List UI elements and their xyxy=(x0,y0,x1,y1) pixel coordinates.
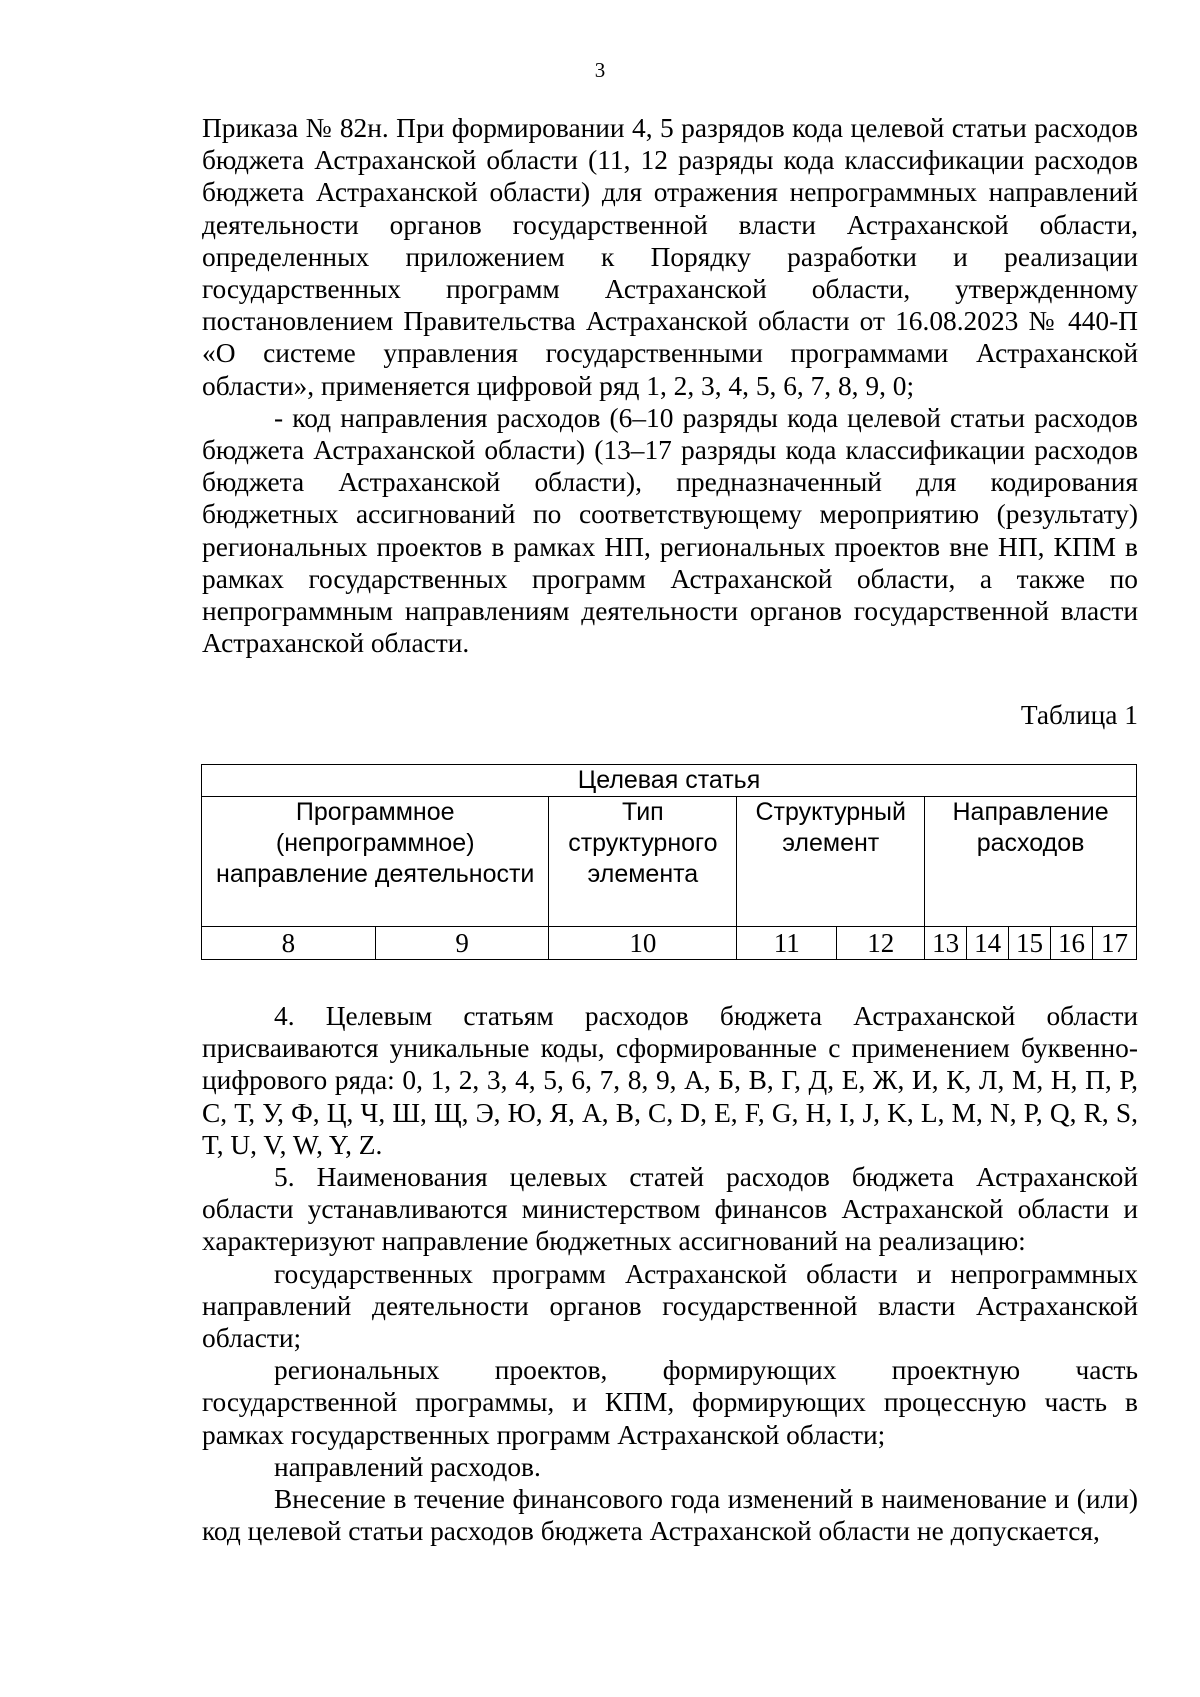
paragraph-regional-projects: региональных проектов, формирующих проектную часть государственной программы, и КПМ, формирующих процессную часть в рамках государственных программ Астраханской области; xyxy=(202,1355,1138,1450)
digit-cell: 10 xyxy=(549,927,737,960)
paragraph-4-unique-codes: 4. Целевым статьям расходов бюджета Астраханской области присваиваются уникальные коды, сформированные с применением буквенно-цифрового ряда: 0, 1, 2, 3, 4, 5, 6, 7, 8, 9, А, Б, В, Г, Д, Е, Ж, И, К, Л, М, Н, П, Р, С, Т, У, Ф, Ц, Ч, Ш, Щ, Э, Ю, Я, A, B, C, D, E, F, G, H, I, J, K, L, M, N, P, Q, R, S, T, U, V, W, Y, Z. xyxy=(202,1001,1138,1160)
intro-text xyxy=(202,112,1138,659)
paragraph-expense-direction-code: - код направления расходов (6–10 разряды кода целевой статьи расходов бюджета Астраханской области) (13–17 разряды кода классификации расходов бюджета Астраханской области), предназначенный для кодирования бюджетных ассигнований по соответствующему мероприятию (результату) региональных проектов в рамках НП, региональных проектов вне НП, КПМ в рамках государственных программ Астраханской области, а также по непрограммным направлениям деятельности органов государственной власти Астраханской области. xyxy=(202,402,1138,659)
table-title: Целевая статья xyxy=(202,765,1137,797)
digit-cell: 11 xyxy=(737,927,837,960)
paragraph-expense-directions: направлений расходов. xyxy=(274,1451,541,1482)
digit-cell: 17 xyxy=(1092,927,1136,960)
header-structural-element: Структурный элемент xyxy=(737,797,925,927)
header-expense-direction: Направление расходов xyxy=(925,797,1137,927)
header-program-direction: Программное (непрограммное) направление деятельности xyxy=(202,797,549,927)
digit-cell: 8 xyxy=(202,927,376,960)
main-text xyxy=(202,1000,1138,1547)
page-number: 3 xyxy=(594,58,606,82)
paragraph-state-programs: государственных программ Астраханской области и непрограммных направлений деятельности органов государственной власти Астраханской области; xyxy=(202,1258,1138,1354)
header-element-type: Тип структурного элемента xyxy=(549,797,737,927)
digit-cell: 15 xyxy=(1009,927,1051,960)
digit-cell: 9 xyxy=(375,927,549,960)
digit-cell: 12 xyxy=(837,927,925,960)
target-article-table xyxy=(201,764,1137,960)
paragraph-order-reference: Приказа № 82н. При формировании 4, 5 разрядов кода целевой статьи расходов бюджета Астраханской области (11, 12 разряды кода классификации расходов бюджета Астраханской области) для отражения непрограммных направлений деятельности органов государственной власти Астраханской области, определенных приложением к Порядку разработки и реализации государственных программ Астраханской области, утвержденному постановлением Правительства Астраханской области от 16.08.2023 № 440-П «О системе управления государственными программами Астраханской области», применяется цифровой ряд 1, 2, 3, 4, 5, 6, 7, 8, 9, 0; xyxy=(202,113,1138,401)
digit-cell: 14 xyxy=(967,927,1009,960)
digit-cell: 16 xyxy=(1051,927,1093,960)
paragraph-changes-not-allowed: Внесение в течение финансового года изменений в наименование и (или) код целевой статьи расходов бюджета Астраханской области не допускается, xyxy=(202,1484,1138,1547)
table-caption: Таблица 1 xyxy=(1020,700,1138,730)
digit-cell: 13 xyxy=(925,927,967,960)
paragraph-5-names: 5. Наименования целевых статей расходов бюджета Астраханской области устанавливаются министерством финансов Астраханской области и характеризуют направление бюджетных ассигнований на реализацию: xyxy=(202,1162,1138,1257)
